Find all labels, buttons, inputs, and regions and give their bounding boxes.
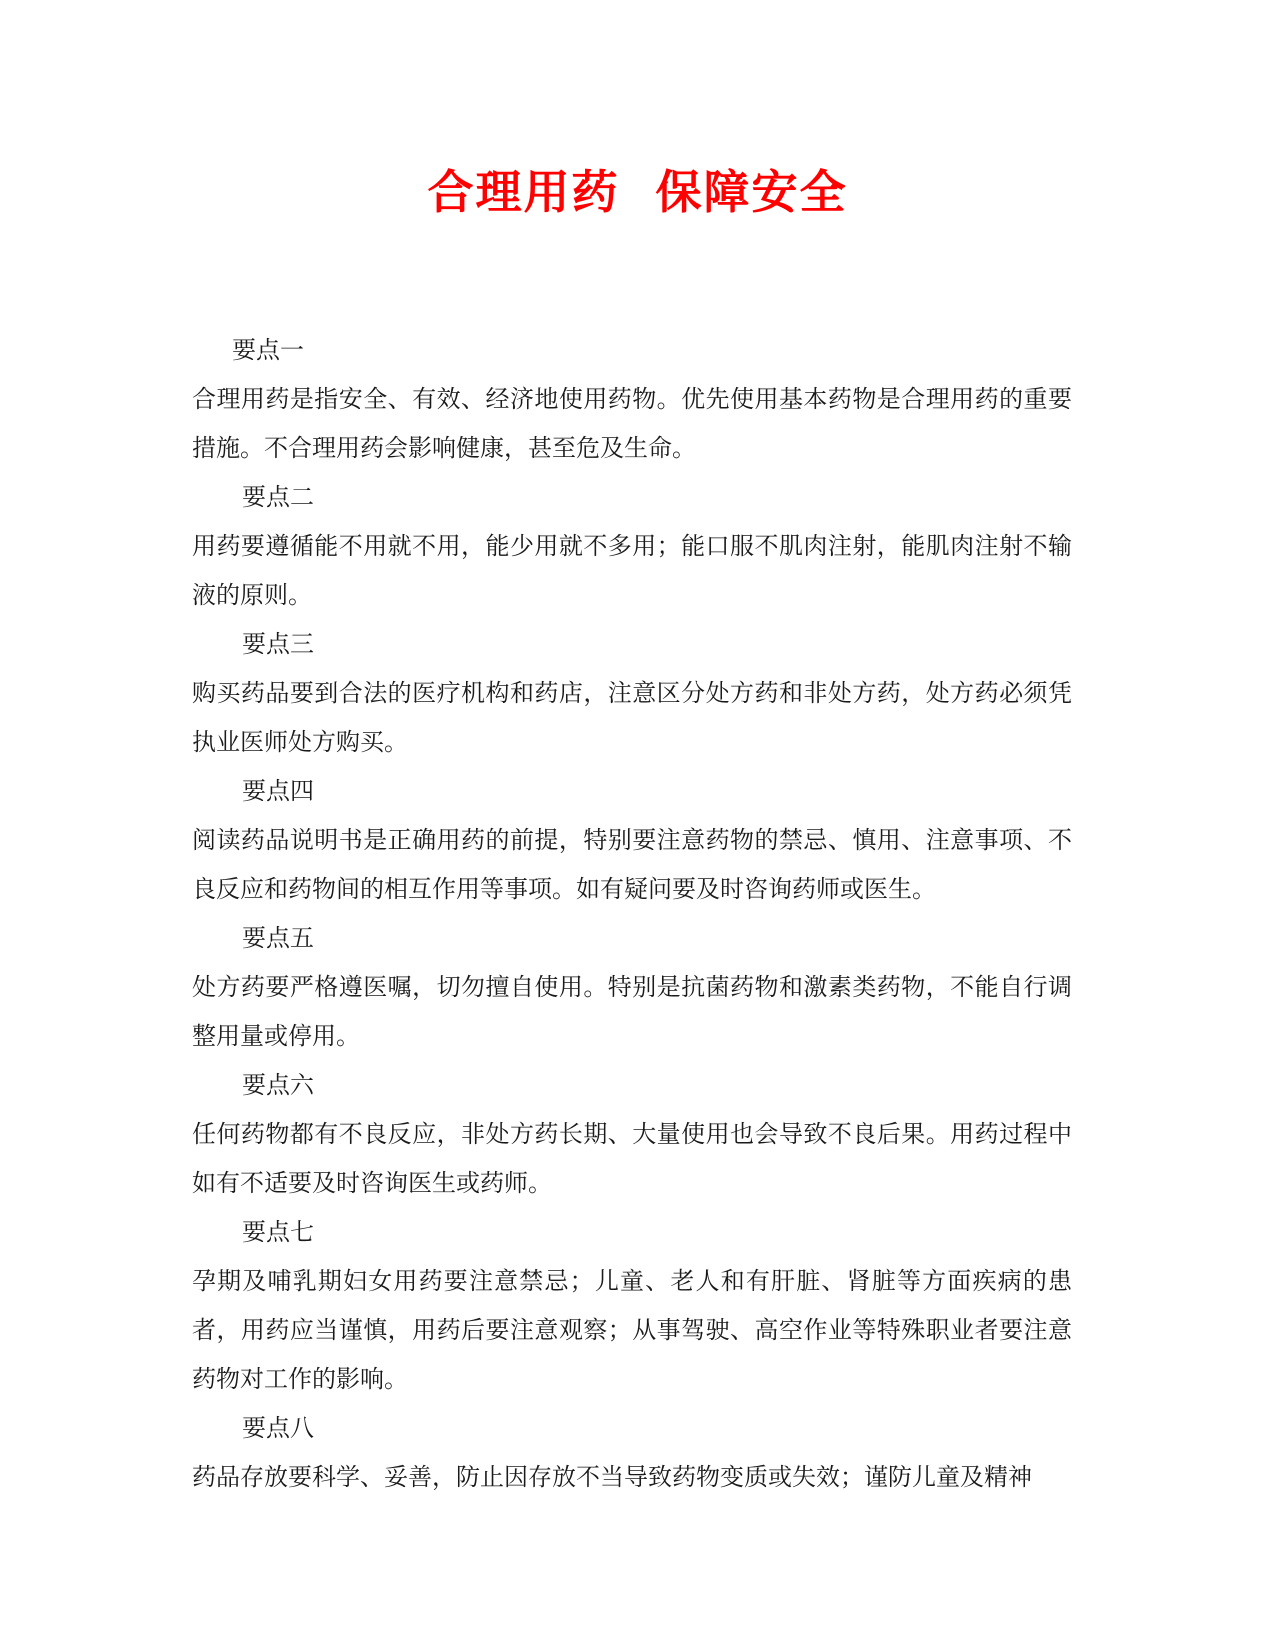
section-text-4: 阅读药品说明书是正确用药的前提，特别要注意药物的禁忌、慎用、注意事项、不良反应和药物间的相互作用等事项。如有疑问要及时咨询药师或医生。 xyxy=(192,826,1072,903)
section-heading-5: 要点五 xyxy=(242,924,314,952)
section-heading-7: 要点七 xyxy=(242,1218,314,1246)
section-text-5: 处方药要严格遵医嘱，切勿擅自使用。特别是抗菌药物和激素类药物，不能自行调整用量或停用。 xyxy=(192,973,1072,1050)
section-text-2: 用药要遵循能不用就不用，能少用就不多用；能口服不肌肉注射，能肌肉注射不输液的原则。 xyxy=(192,532,1072,609)
section-heading-8: 要点八 xyxy=(242,1414,314,1442)
section-text-6: 任何药物都有不良反应，非处方药长期、大量使用也会导致不良后果。用药过程中如有不适要及时咨询医生或药师。 xyxy=(192,1120,1072,1197)
section-heading-1: 要点一 xyxy=(232,336,304,364)
section-text-7: 孕期及哺乳期妇女用药要注意禁忌；儿童、老人和有肝脏、肾脏等方面疾病的患者，用药应当谨慎，用药后要注意观察；从事驾驶、高空作业等特殊职业者要注意药物对工作的影响。 xyxy=(192,1267,1072,1393)
section-text-8: 药品存放要科学、妥善，防止因存放不当导致药物变质或失效；谨防儿童及精神 xyxy=(192,1463,1032,1491)
section-text-3: 购买药品要到合法的医疗机构和药店，注意区分处方药和非处方药，处方药必须凭执业医师处方购买。 xyxy=(192,679,1072,756)
document-body xyxy=(192,326,1072,1502)
section-heading-4: 要点四 xyxy=(242,777,314,805)
section-heading-3: 要点三 xyxy=(242,630,314,658)
section-heading-6: 要点六 xyxy=(242,1071,314,1099)
section-text-1: 合理用药是指安全、有效、经济地使用药物。优先使用基本药物是合理用药的重要措施。不合理用药会影响健康，甚至危及生命。 xyxy=(192,385,1072,462)
document-title: 合理用药 保障安全 xyxy=(427,165,848,219)
section-heading-2: 要点二 xyxy=(242,483,314,511)
